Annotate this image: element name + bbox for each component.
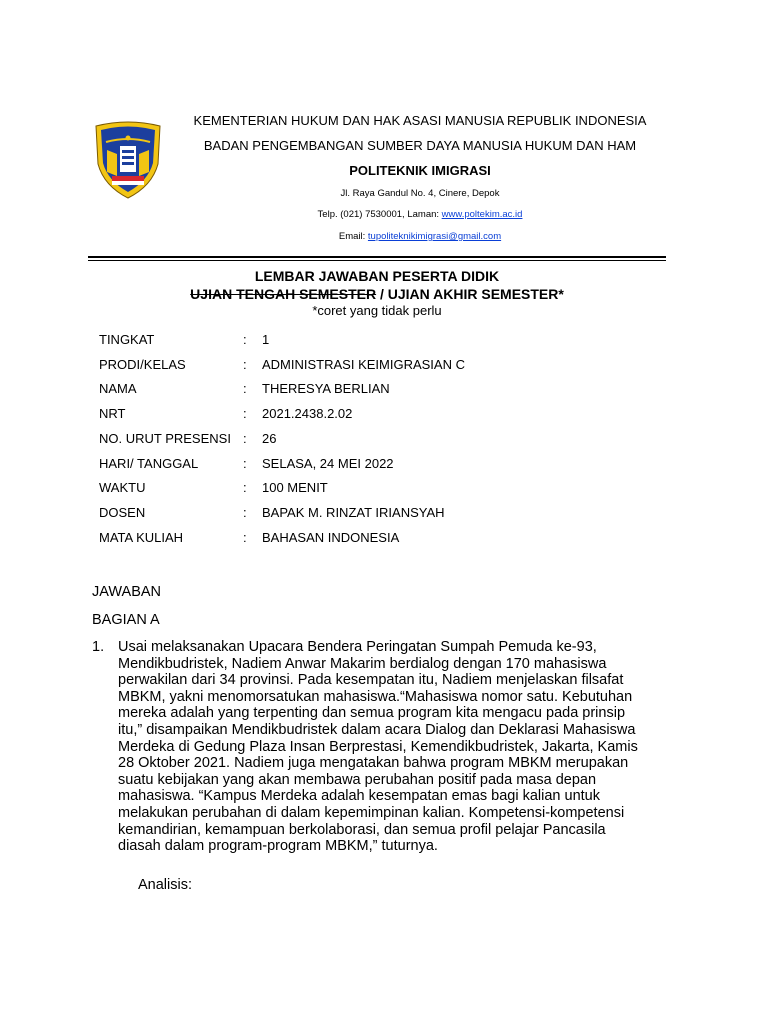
sheet-title: LEMBAR JAWABAN PESERTA DIDIK	[254, 268, 500, 284]
answer-heading: JAWABAN	[92, 584, 162, 600]
info-row	[99, 431, 659, 451]
email-link[interactable]: tupoliteknikimigrasi@gmail.com	[367, 231, 502, 242]
info-label: TINGKAT	[99, 332, 155, 347]
analysis-label: Analisis:	[138, 877, 192, 893]
info-colon: :	[243, 332, 247, 347]
info-label: WAKTU	[99, 480, 146, 496]
answer-line: itu,” disampaikan Mendikbudristek dalam acara Dialog dan Deklarasi Mahasiswa	[118, 721, 636, 738]
answer-line: diasah dalam program-program MBKM,” tuturnya.	[118, 838, 438, 855]
answer-line: Merdeka di Gedung Plaza Insan Berprestasi, Kemendikbudristek, Jakarta, Kamis	[118, 738, 638, 755]
info-row	[99, 505, 659, 525]
info-row	[99, 381, 659, 401]
question-number: 1.	[92, 639, 105, 655]
info-value: SELASA, 24 MEI 2022	[262, 455, 394, 471]
info-value: ADMINISTRASI KEIMIGRASIAN C	[262, 356, 465, 372]
answer-line: mahasiswa. “Kampus Merdeka adalah kesempatan emas bagi kalian untuk	[118, 788, 600, 805]
header-divider-thick	[88, 256, 666, 258]
info-row	[99, 357, 659, 377]
answer-section: BAGIAN A	[92, 612, 160, 628]
info-label: PRODI/KELAS	[99, 356, 186, 372]
info-row	[99, 530, 659, 550]
answer-paragraph	[118, 639, 678, 855]
answer-line: Usai melaksanakan Upacara Bendera Peringatan Sumpah Pemuda ke-93,	[118, 639, 597, 655]
info-value: THERESYA BERLIAN	[262, 381, 390, 397]
info-label: MATA KULIAH	[99, 529, 184, 545]
header-agency: BADAN PENGEMBANGAN SUMBER DAYA MANUSIA HUKUM DAN HAM	[203, 138, 637, 153]
exam-type-selected: / UJIAN AKHIR SEMESTER*	[376, 286, 564, 302]
politeknik-imigrasi-logo	[92, 120, 164, 200]
exam-type-note: *coret yang tidak perlu	[312, 303, 442, 318]
info-colon: :	[243, 381, 247, 397]
info-value: 1	[262, 332, 270, 347]
info-value: 2021.2438.2.02	[262, 406, 353, 422]
header-email	[170, 231, 670, 242]
website-link[interactable]: www.poltekim.ac.id	[441, 209, 523, 220]
answer-line: Mendikbudristek, Nadiem Anwar Makarim berdialog dengan 170 mahasiswa	[118, 655, 607, 672]
header-contact	[170, 209, 670, 220]
info-label: HARI/ TANGGAL	[99, 455, 199, 471]
answer-line: MBKM, yakni menomorsatukan mahasiswa.“Mahasiswa nomor satu. Kebutuhan	[118, 688, 633, 705]
info-colon: :	[243, 529, 247, 545]
info-label: NO. URUT PRESENSI	[99, 430, 231, 446]
info-row	[99, 480, 659, 500]
info-value: BAPAK M. RINZAT IRIANSYAH	[262, 504, 445, 520]
telp-label: Telp. (021) 7530001, Laman:	[317, 209, 442, 220]
info-label: NRT	[99, 406, 126, 422]
info-row	[99, 406, 659, 426]
exam-type-struck: UJIAN TENGAH SEMESTER	[190, 286, 377, 302]
exam-type	[88, 286, 666, 302]
header-ministry: KEMENTERIAN HUKUM DAN HAK ASASI MANUSIA REPUBLIK INDONESIA	[193, 113, 647, 128]
info-colon: :	[243, 406, 247, 422]
info-colon: :	[243, 455, 247, 471]
answer-line: mereka adalah yang terpenting dan semua program kita mengacu pada prinsip	[118, 705, 626, 722]
info-label: NAMA	[99, 381, 137, 397]
header-institution: POLITEKNIK IMIGRASI	[349, 163, 491, 178]
info-colon: :	[243, 430, 247, 446]
info-row	[99, 332, 659, 352]
answer-line: melakukan perubahan di dalam kepemimpinan kalian. Kompetensi-kompetensi	[118, 804, 625, 821]
answer-line: perwakilan dari 34 provinsi. Pada kesempatan itu, Nadiem menjelaskan filsafat	[118, 672, 624, 689]
info-row	[99, 456, 659, 476]
info-value: 100 MENIT	[262, 480, 328, 496]
header-divider-thin	[88, 260, 666, 261]
email-label: Email:	[338, 231, 368, 242]
info-label: DOSEN	[99, 504, 146, 520]
info-value: 26	[262, 430, 277, 446]
info-colon: :	[243, 480, 247, 496]
info-colon: :	[243, 356, 247, 372]
answer-line: 28 Oktober 2021. Nadiem juga mengatakan bahwa program MBKM merupakan	[118, 755, 629, 772]
answer-line: suatu kebijakan yang akan membawa perubahan positif pada masa depan	[118, 771, 597, 788]
info-value: BAHASAN INDONESIA	[262, 529, 400, 545]
info-colon: :	[243, 504, 247, 520]
answer-line: kemandirian, kemampuan berkolaborasi, dan semua profil pelajar Pancasila	[118, 821, 606, 838]
header-address: Jl. Raya Gandul No. 4, Cinere, Depok	[340, 188, 500, 199]
